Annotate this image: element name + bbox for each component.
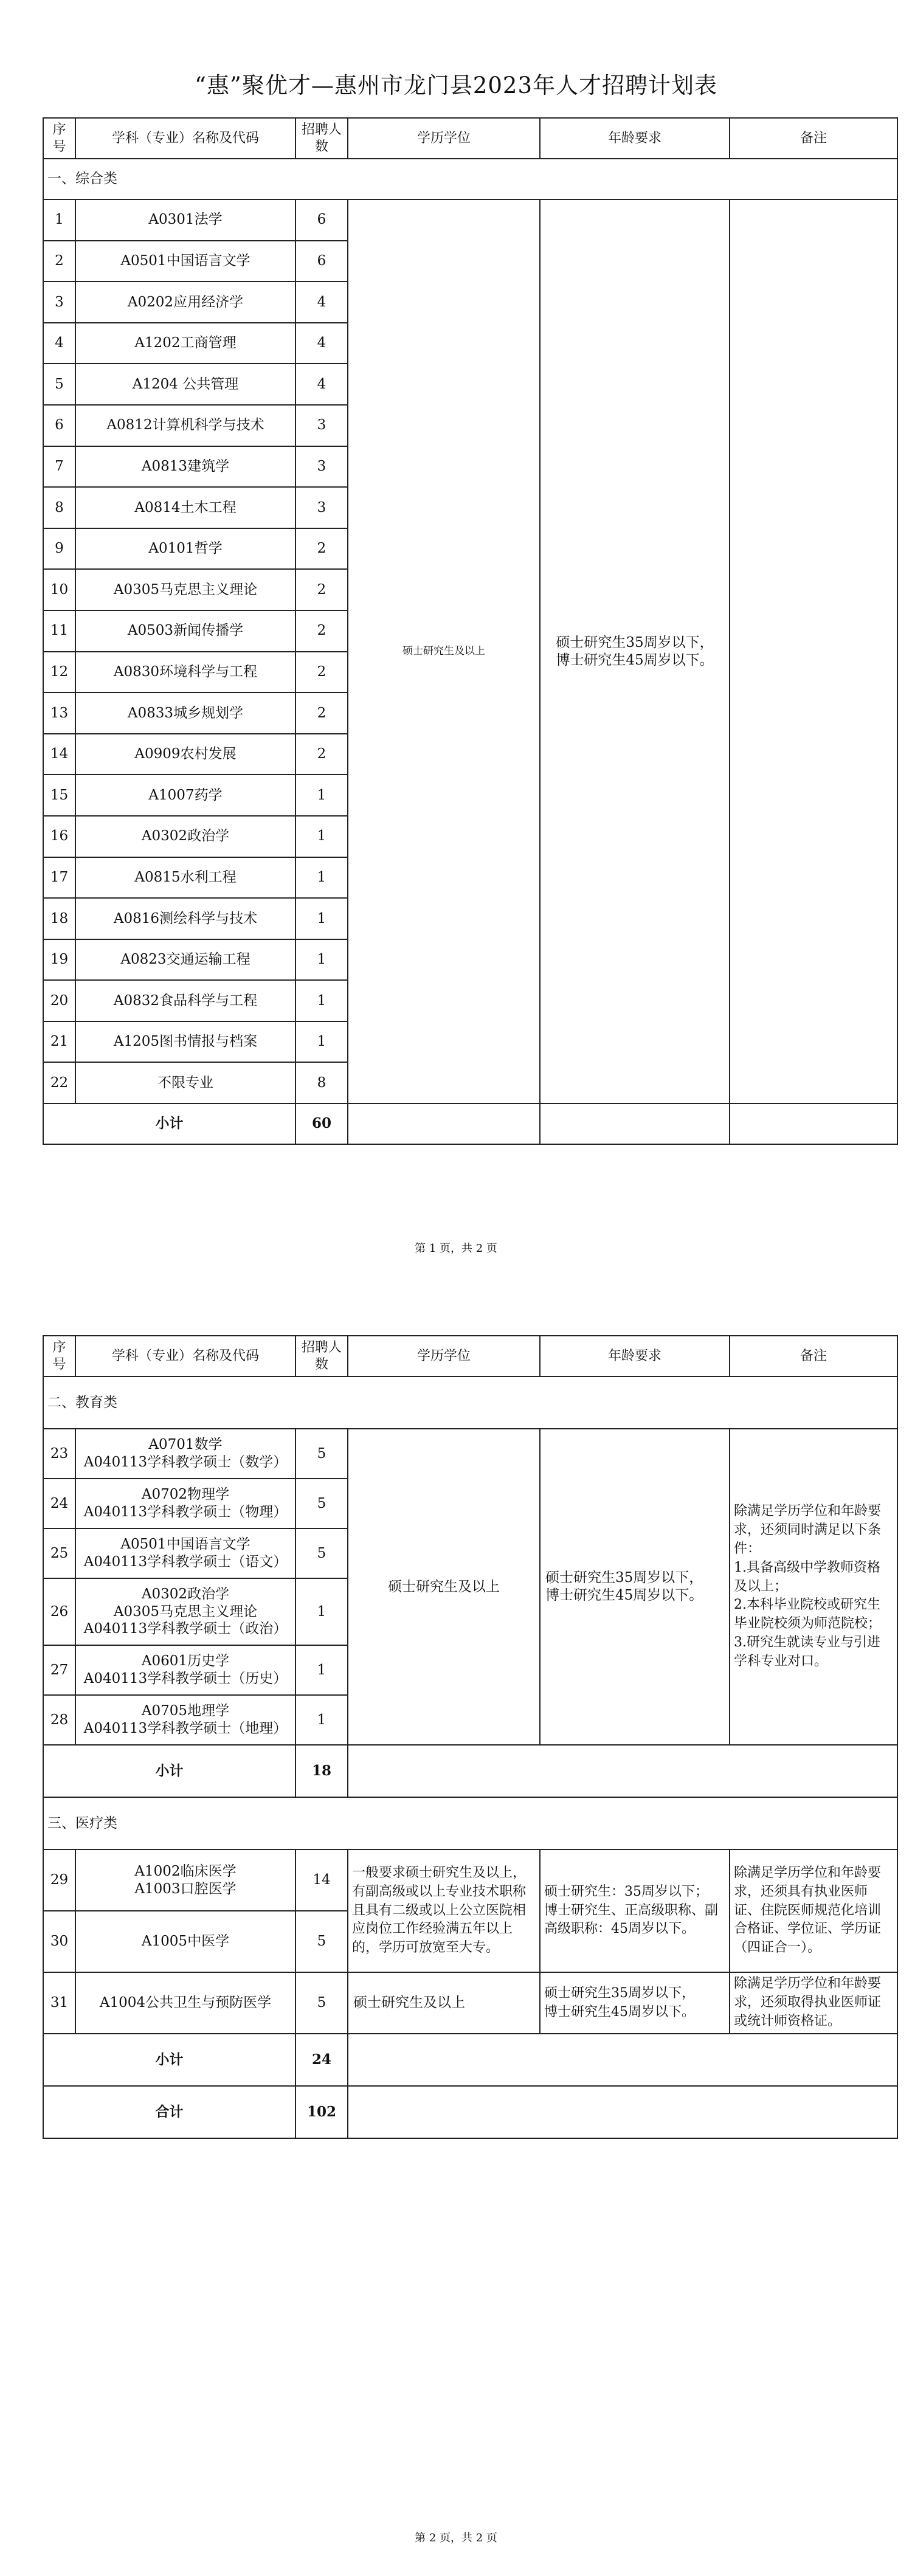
row-subject: A0833城乡规划学 (75, 692, 295, 734)
row-subject: A1202工商管理 (75, 323, 295, 364)
page-footer: 第 2 页，共 2 页 (415, 2532, 497, 2544)
row-count: 6 (295, 241, 348, 282)
row-subject: A0302政治学 (75, 816, 295, 857)
row-seq: 5 (43, 364, 75, 405)
row-subject: A0814土木工程 (75, 487, 295, 528)
row-count: 3 (295, 487, 348, 528)
row-seq: 31 (43, 1972, 75, 2034)
age-cell: 硕士研究生35周岁以下， 博士研究生45周岁以下。 (540, 1972, 730, 2034)
row-subject: A1007药学 (75, 775, 295, 816)
row-seq: 17 (43, 857, 75, 899)
header-notes: 备注 (730, 118, 897, 159)
row-count: 1 (295, 857, 348, 899)
row-subject: A0813建筑学 (75, 446, 295, 488)
row-subject: A0501中国语言文学 A040113学科教学硕士（语文） (75, 1528, 295, 1578)
subtotal-label: 小计 (43, 2034, 295, 2086)
row-count: 2 (295, 528, 348, 570)
notes-cell (730, 199, 897, 1103)
row-seq: 21 (43, 1021, 75, 1063)
row-subject: A0830环境科学与工程 (75, 652, 295, 693)
row-subject: A1005中医学 (75, 1911, 295, 1972)
row-count: 1 (295, 1578, 348, 1645)
header-degree: 学历学位 (348, 118, 540, 159)
row-count: 2 (295, 734, 348, 775)
section-row (43, 159, 897, 199)
row-count: 1 (295, 1021, 348, 1063)
row-subject: A0816测绘科学与技术 (75, 898, 295, 939)
row-seq: 7 (43, 446, 75, 488)
row-count: 3 (295, 446, 348, 488)
age-cell: 硕士研究生：35周岁以下； 博士研究生、正高级职称、副高级职称：45周岁以下。 (540, 1849, 730, 1972)
row-count: 2 (295, 610, 348, 652)
row-count: 1 (295, 1645, 348, 1695)
row-subject: A0601历史学 A040113学科教学硕士（历史） (75, 1645, 295, 1695)
row-subject: A0501中国语言文学 (75, 241, 295, 282)
subtotal-row (43, 1103, 897, 1144)
row-count: 1 (295, 898, 348, 939)
row-count: 4 (295, 323, 348, 364)
section-row (43, 1376, 897, 1429)
row-subject: A0705地理学 A040113学科教学硕士（地理） (75, 1695, 295, 1745)
notes-cell: 除满足学历学位和年龄要求，还须取得执业医师证或统计师资格证。 (730, 1972, 897, 2034)
row-subject: A0823交通运输工程 (75, 939, 295, 981)
notes-cell: 除满足学历学位和年龄要求，还须具有执业医师证、住院医师规范化培训合格证、学位证、学历证（四证合一）。 (730, 1849, 897, 1972)
row-count: 5 (295, 1972, 348, 2034)
row-seq: 19 (43, 939, 75, 981)
row-count: 1 (295, 939, 348, 981)
row-count: 1 (295, 775, 348, 816)
row-seq: 20 (43, 980, 75, 1021)
subtotal-label: 小计 (43, 1745, 295, 1797)
row-count: 3 (295, 405, 348, 446)
row-subject: A1204 公共管理 (75, 364, 295, 405)
header-subject: 学科（专业）名称及代码 (75, 1336, 295, 1376)
row-count: 1 (295, 1695, 348, 1745)
subtotal-row (43, 1745, 897, 1797)
row-seq: 6 (43, 405, 75, 446)
row-subject: A1205图书情报与档案 (75, 1021, 295, 1063)
section-title: 三、医疗类 (43, 1797, 897, 1849)
row-subject: A0503新闻传播学 (75, 610, 295, 652)
section-title: 一、综合类 (43, 159, 897, 199)
table-row (43, 1972, 897, 2034)
row-subject: A0101哲学 (75, 528, 295, 570)
row-subject: A1004公共卫生与预防医学 (75, 1972, 295, 2034)
row-subject: A0815水利工程 (75, 857, 295, 899)
row-subject: 不限专业 (75, 1062, 295, 1103)
header-age: 年龄要求 (540, 118, 730, 159)
row-count: 5 (295, 1911, 348, 1972)
row-subject: A0832食品科学与工程 (75, 980, 295, 1021)
row-count: 5 (295, 1528, 348, 1578)
degree-cell: 一般要求硕士研究生及以上，有副高级或以上专业技术职称且具有二级或以上公立医院相应岗位工作经验满五年以上的，学历可放宽至大专。 (348, 1849, 540, 1972)
row-seq: 3 (43, 281, 75, 323)
row-seq: 30 (43, 1911, 75, 1972)
row-seq: 14 (43, 734, 75, 775)
degree-cell: 硕士研究生及以上 (348, 1972, 540, 2034)
row-seq: 28 (43, 1695, 75, 1745)
age-cell: 硕士研究生35周岁以下， 博士研究生45周岁以下。 (540, 199, 730, 1103)
subtotal-value: 24 (295, 2034, 348, 2086)
row-seq: 26 (43, 1578, 75, 1645)
header-seq: 序号 (43, 1336, 75, 1376)
row-count: 2 (295, 569, 348, 610)
row-seq: 13 (43, 692, 75, 734)
row-seq: 16 (43, 816, 75, 857)
row-count: 6 (295, 199, 348, 241)
row-count: 1 (295, 980, 348, 1021)
header-row (43, 118, 897, 159)
page-footer: 第 1 页，共 2 页 (415, 1242, 497, 1255)
row-subject: A0305马克思主义理论 (75, 569, 295, 610)
row-seq: 25 (43, 1528, 75, 1578)
recruitment-table-page1 (43, 117, 898, 1145)
total-row (43, 2086, 897, 2138)
degree-cell: 硕士研究生及以上 (348, 199, 540, 1103)
subtotal-row (43, 2034, 897, 2086)
row-seq: 18 (43, 898, 75, 939)
row-seq: 15 (43, 775, 75, 816)
subtotal-value: 60 (295, 1103, 348, 1144)
row-subject: A0812计算机科学与技术 (75, 405, 295, 446)
row-count: 1 (295, 816, 348, 857)
section-row (43, 1797, 897, 1849)
row-seq: 12 (43, 652, 75, 693)
row-seq: 1 (43, 199, 75, 241)
row-seq: 8 (43, 487, 75, 528)
subtotal-value: 18 (295, 1745, 348, 1797)
row-subject: A1002临床医学 A1003口腔医学 (75, 1849, 295, 1911)
notes-cell: 除满足学历学位和年龄要求，还须同时满足以下条件： 1.具备高级中学教师资格及以上； 2.本科毕业院校或研究生毕业院校须为师范院校； 3.研究生就读专业与引进学科专业对口。 (730, 1429, 897, 1745)
row-seq: 10 (43, 569, 75, 610)
row-count: 8 (295, 1062, 348, 1103)
row-seq: 22 (43, 1062, 75, 1103)
row-subject: A0301法学 (75, 199, 295, 241)
row-seq: 27 (43, 1645, 75, 1695)
row-seq: 29 (43, 1849, 75, 1911)
row-subject: A0701数学 A040113学科教学硕士（数学） (75, 1429, 295, 1479)
header-row (43, 1336, 897, 1376)
header-count: 招聘人数 (295, 118, 348, 159)
page-title: “惠”聚优才—惠州市龙门县2023年人才招聘计划表 (195, 72, 717, 98)
table-row (43, 199, 897, 241)
table-row (43, 1849, 897, 1911)
subtotal-label: 小计 (43, 1103, 295, 1144)
table-row (43, 1429, 897, 1479)
degree-cell: 硕士研究生及以上 (348, 1429, 540, 1745)
row-count: 4 (295, 364, 348, 405)
row-count: 5 (295, 1479, 348, 1528)
total-value: 102 (295, 2086, 348, 2138)
row-count: 2 (295, 692, 348, 734)
header-seq: 序号 (43, 118, 75, 159)
row-seq: 9 (43, 528, 75, 570)
total-label: 合计 (43, 2086, 295, 2138)
row-seq: 23 (43, 1429, 75, 1479)
row-seq: 24 (43, 1479, 75, 1528)
row-subject: A0702物理学 A040113学科教学硕士（物理） (75, 1479, 295, 1528)
recruitment-table-page2 (43, 1335, 898, 2139)
row-count: 4 (295, 281, 348, 323)
row-seq: 2 (43, 241, 75, 282)
row-subject: A0202应用经济学 (75, 281, 295, 323)
row-count: 14 (295, 1849, 348, 1911)
header-degree: 学历学位 (348, 1336, 540, 1376)
row-seq: 4 (43, 323, 75, 364)
row-count: 2 (295, 652, 348, 693)
row-subject: A0302政治学 A0305马克思主义理论 A040113学科教学硕士（政治） (75, 1578, 295, 1645)
row-count: 5 (295, 1429, 348, 1479)
header-age: 年龄要求 (540, 1336, 730, 1376)
age-cell: 硕士研究生35周岁以下， 博士研究生45周岁以下。 (540, 1429, 730, 1745)
header-count: 招聘人数 (295, 1336, 348, 1376)
row-seq: 11 (43, 610, 75, 652)
row-subject: A0909农村发展 (75, 734, 295, 775)
header-subject: 学科（专业）名称及代码 (75, 118, 295, 159)
header-notes: 备注 (730, 1336, 897, 1376)
section-title: 二、教育类 (43, 1376, 897, 1429)
